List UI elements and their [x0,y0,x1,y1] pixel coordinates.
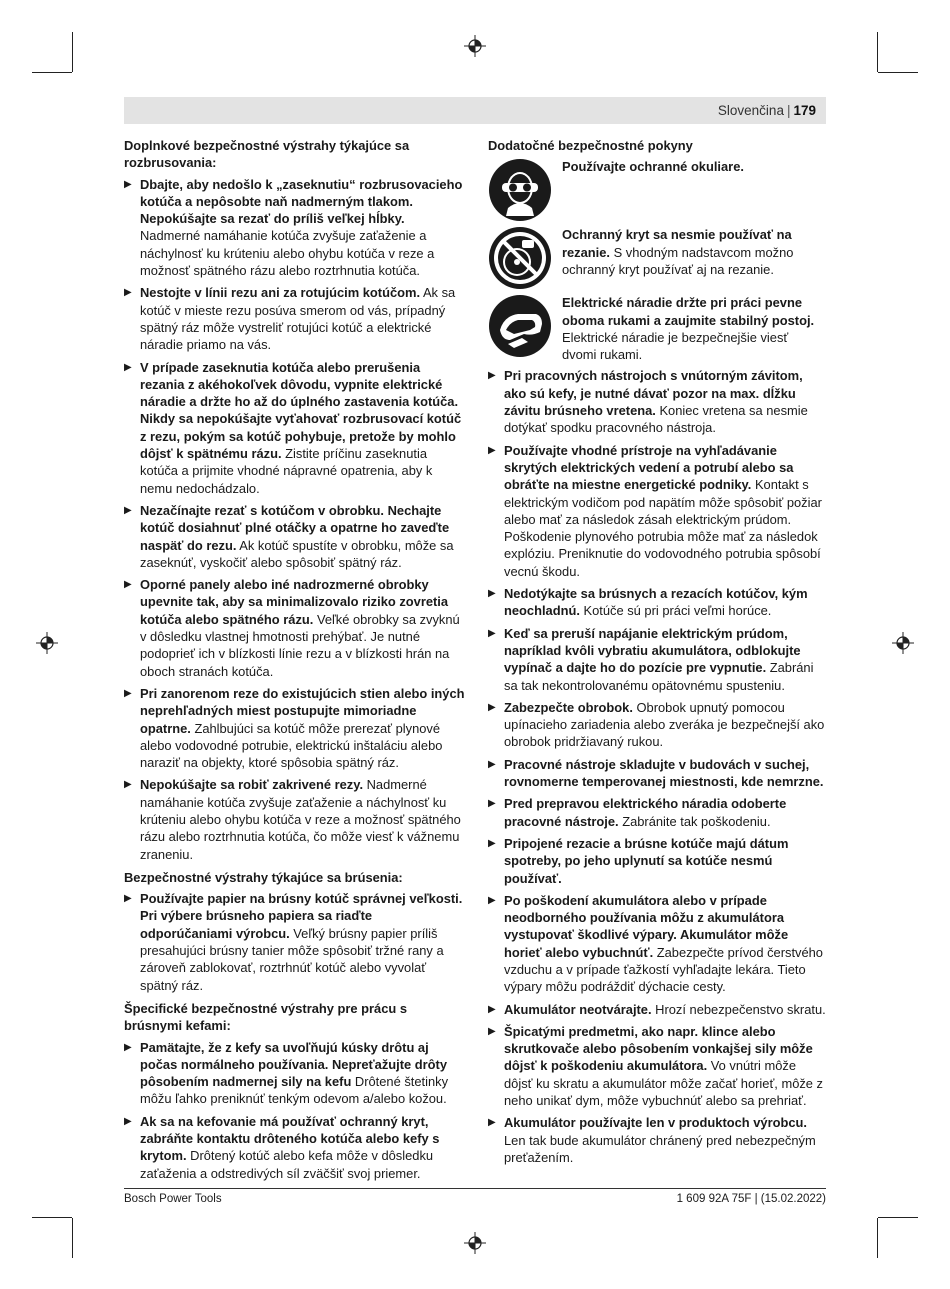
right-column [488,137,826,1171]
item-bold-text: Nedotýkajte sa brúsnych a rezacích kotúčov, kým neochladnú. [504,586,808,619]
item-text: Zistite príčinu zaseknutia kotúča a prijmite vhodné nápravné opatrenia, aby k nemu nedochádzalo. [140,446,433,496]
symbol-instruction [488,294,826,363]
symbol-text: Elektrické náradie držte pri práci pevne oboma rukami a zaujmite stabilný postoj. Elektrické náradie je bezpečnejšie viesť dvomi rukami. [562,295,815,363]
item-text: Zahlbujúci sa kotúč môže prerezať plynové alebo vodovodné potrubie, elektrickú inštaláciu alebo naraziť na objekty, ktoré spôsobia spätný ráz. [140,720,443,771]
symbol-text: Používajte ochranné okuliare. [562,159,744,175]
footer-rule [124,1188,826,1189]
list-item [124,1113,465,1182]
bullet-arrow-icon: ▶ [488,627,496,639]
safety-goggles-icon [488,158,552,222]
item-text: Ak kotúč spustíte v obrobku, môže sa zaseknúť, vyskočiť alebo spôsobiť spätný ráz. [140,537,454,570]
bullet-arrow-icon: ▶ [488,837,496,849]
item-text: Nadmerné namáhanie kotúča zvyšuje zaťaženie a náchylnosť ku krúteniu alebo ohybu kotúča v reze a možnosť spätného rázu alebo roztrhnutia kotúča, čo môže viesť k vážnemu zraneniu. [140,777,461,862]
registration-mark-icon [892,632,914,654]
crop-mark [878,1217,918,1218]
list-item [124,176,465,280]
item-bold-text: Pamätajte, že z kefy sa uvoľňujú kúsky drôtu aj počas normálneho používania. Nepreťažujte drôty pôsobením nadmernej sily na kefu [140,1039,448,1090]
list-item [124,685,465,771]
bullet-arrow-icon: ▶ [124,178,132,190]
footer-brand: Bosch Power Tools [124,1193,222,1205]
crop-mark [877,1218,878,1258]
list-item [124,359,465,497]
bullet-arrow-icon: ▶ [488,1117,496,1129]
crop-mark [877,32,878,72]
registration-mark-icon [464,35,486,57]
header-language: Slovenčina [717,103,784,118]
list-item [124,284,465,353]
list-item [488,756,826,791]
item-bold-text: Nezačínajte rezať s kotúčom v obrobku. Nechajte kotúč dosiahnuť plné otáčky a opatrne ho zaveďte naspäť do rezu. [140,502,450,553]
symbol-text: Ochranný kryt sa nesmie používať na rezanie. S vhodným nadstavcom možno ochranný kryt používať aj na rezanie. [562,227,794,277]
registration-mark-icon [36,632,58,654]
bullet-arrow-icon: ▶ [488,1003,496,1015]
section-heading: Špecifické bezpečnostné výstrahy pre prácu s brúsnymi kefami: [124,1000,407,1034]
bullet-arrow-icon: ▶ [488,894,496,906]
item-bold-text: Akumulátor neotvárajte. [504,1001,652,1017]
item-text: Kotúče sú pri práci veľmi horúce. [579,603,772,619]
list-item [488,699,826,751]
list-item [488,1001,826,1018]
bullet-list [124,176,465,863]
item-text: Koniec vretena sa nesmie dotýkať spodku pracovného nástroja. [504,403,808,436]
list-item [488,442,826,580]
bullet-arrow-icon: ▶ [124,1115,132,1127]
crop-mark [878,72,918,73]
symbol-instruction [488,226,826,290]
list-item [124,576,465,680]
item-text: Zabráni sa tak nekontrolovanému opätovnému spusteniu. [504,660,814,693]
crop-mark [32,72,72,73]
footer-document-id: 1 609 92A 75F | (15.02.2022) [676,1193,826,1205]
section-heading: Bezpečnostné výstrahy týkajúce sa brúsenia: [124,869,403,885]
page-number: 179 [793,103,816,118]
bullet-arrow-icon: ▶ [124,893,132,905]
bullet-list [124,1039,465,1182]
item-text: Zabránite tak poškodeniu. [618,813,771,829]
list-item [124,1039,465,1108]
bullet-arrow-icon: ▶ [488,1025,496,1037]
bullet-arrow-icon: ▶ [488,588,496,600]
two-hands-icon [488,294,552,358]
item-bold-text: Pri zanorenom reze do existujúcich stien alebo iných neprehľadných miest postupujte mimoriadne opatrne. [140,685,465,736]
item-text: Obrobok upnutý pomocou upínacieho zariadenia alebo zveráka je bezpečnejší ako obrobok pridržiavaný rukou. [504,699,825,750]
section-heading: Dodatočné bezpečnostné pokyny [488,138,693,153]
bullet-arrow-icon: ▶ [488,370,496,382]
bullet-arrow-icon: ▶ [124,579,132,591]
crop-mark [72,32,73,72]
crop-mark [32,1217,72,1218]
item-bold-text: Ak sa na kefovanie má používať ochranný kryt, zabráňte kontaktu drôteného kotúča alebo kefy s krytom. [140,1113,440,1164]
item-text: Vo vnútri môže dôjsť ku skratu a akumulátor môže začať horieť, môže z neho unikať dym, môže vybuchnúť alebo sa prehriať. [504,1058,823,1109]
bullet-arrow-icon: ▶ [124,504,132,516]
page-header [124,97,826,124]
bullet-arrow-icon: ▶ [488,701,496,713]
item-text: Hrozí nebezpečenstvo skratu. [651,1001,826,1017]
item-bold-text: Zabezpečte obrobok. [504,699,633,715]
item-bold-text: Pripojené rezacie a brúsne kotúče majú dátum spotreby, po jeho uplynutí sa kotúče nesmú používať. [504,835,789,886]
bullet-arrow-icon: ▶ [124,687,132,699]
item-text: Drôtený kotúč alebo kefa môže v dôsledku zaťaženia a odstredivých síl zväčšiť svoj priemer. [140,1148,434,1181]
left-column [124,137,465,1187]
bullet-list [488,367,826,1166]
list-item [488,1114,826,1166]
item-text: Veľké obrobky sa zvyknú v dôsledku vlastnej hmotnosti prehýbať. Je nutné podoprieť ich v blízkosti línie rezu a v blízkosti hrán na oboch stranách kotúča. [140,611,460,679]
item-bold-text: Po poškodení akumulátora alebo v prípade neodborného používania môžu z akumulátora vystupovať škodlivé výpary. Akumulátor môže horieť alebo vybuchnúť. [504,892,789,960]
bullet-arrow-icon: ▶ [124,1041,132,1053]
list-item [124,776,465,862]
header-text: Slovenčina | 179 [717,103,816,118]
item-bold-text: Pred prepravou elektrického náradia odoberte pracovné nástroje. [504,796,787,829]
item-text: Nadmerné namáhanie kotúča zvyšuje zaťaženie a náchylnosť ku krúteniu alebo ohybu kotúča v reze a možnosť spätného rázu alebo roztrhnutia kotúča. [140,228,435,279]
item-text: Drôtené štetinky môžu ľahko preniknúť tenkým odevom a/alebo kožou. [140,1074,449,1107]
item-bold-text: Nepokúšajte sa robiť zakrivené rezy. [140,777,364,793]
list-item [124,890,465,994]
bullet-arrow-icon: ▶ [124,361,132,373]
item-bold-text: Pri pracovných nástrojoch s vnútorným závitom, ako sú kefy, je nutné dávať pozor na max. dĺžku závitu brúsneho vretena. [504,368,803,419]
item-bold-text: V prípade zaseknutia kotúča alebo prerušenia rezania z akéhokoľvek dôvodu, vypnite elektrické náradie a držte ho až do úplného zastavenia kotúča. Nikdy sa nepokúšajte vyťahovať rozbrusovací kotúč z rezu, pokým sa kotúč pohybuje, pretože by mohlo dôjsť k spätnému rázu. [140,359,462,462]
section-heading: Doplnkové bezpečnostné výstrahy týkajúce sa rozbrusovania: [124,138,410,171]
item-bold-text: Používajte papier na brúsny kotúč správnej veľkosti. Pri výbere brúsneho papiera sa riaďte odporúčaniami výrobcu. [140,891,463,941]
symbol-instruction [488,158,826,222]
list-item [488,367,826,436]
item-bold-text: Keď sa preruší napájanie elektrickým prúdom, napríklad kvôli vybratiu akumulátora, odblokujte vypínač a dajte ho do pozície pre vypnutie. [504,625,801,676]
bullet-arrow-icon: ▶ [488,444,496,456]
list-item [488,892,826,996]
item-bold-text: Akumulátor používajte len v produktoch výrobcu. [504,1115,807,1131]
item-bold-text: Dbajte, aby nedošlo k „zaseknutiu“ rozbrusovacieho kotúča a nepôsobte naň nadmerným tlakom. Nepokúšajte sa rezať do príliš veľkej hĺbky. [140,176,463,227]
bullet-list [124,890,465,994]
registration-mark-icon [464,1232,486,1254]
item-text: Veľký brúsny papier príliš presahujúci brúsny tanier môže spôsobiť tržné rany a zároveň zablokovať, roztrhnúť kotúč alebo vyvolať spätný ráz. [140,925,444,993]
list-item [488,1023,826,1109]
item-text: Ak sa kotúč v mieste rezu posúva smerom od vás, prípadný spätný ráz môže vystreliť rotujúci kotúč a elektrické náradie priamo na vás. [140,285,456,353]
list-item [124,502,465,571]
list-item [488,795,826,830]
item-text: Len tak bude akumulátor chránený pred nebezpečným preťažením. [504,1132,816,1165]
crop-mark [72,1218,73,1258]
item-text: Kontakt s elektrickým vodičom pod napätím môže spôsobiť požiar alebo mať za následok zásah elektrickým prúdom. Poškodenie plynového potrubia môže mať za následok explóziu. Preniknutie do vodovodného potrubia spôsobí vecnú škodu. [504,477,822,579]
item-bold-text: Pracovné nástroje skladujte v budovách v suchej, rovnomerne temperovanej miestnosti, kde nemrzne. [504,756,824,790]
item-bold-text: Nestojte v línii rezu ani za rotujúcim kotúčom. [140,285,421,301]
item-bold-text: Oporné panely alebo iné nadrozmerné obrobky upevnite tak, aby sa minimalizovalo riziko zovretia kotúča alebo spätného rázu. [140,577,449,627]
list-item [488,585,826,620]
bullet-arrow-icon: ▶ [488,798,496,810]
list-item [488,835,826,887]
bullet-arrow-icon: ▶ [124,779,132,791]
item-bold-text: Používajte vhodné prístroje na vyhľadávanie skrytých elektrických vedení a potrubí alebo sa obráťte na miestne energetické podniky. [504,442,794,493]
list-item [488,625,826,694]
no-guard-cutting-icon [488,226,552,290]
item-text: Zabezpečte prívod čerstvého vzduchu a v prípade ťažkostí vyhľadajte lekára. Tieto výpary môžu podráždiť dýchacie cesty. [504,944,823,995]
item-bold-text: Špicatými predmetmi, ako napr. klince alebo skrutkovače alebo pôsobením vonkajšej sily môže dôjsť k poškodeniu akumulátora. [504,1023,813,1074]
bullet-arrow-icon: ▶ [124,287,132,299]
bullet-arrow-icon: ▶ [488,758,496,770]
